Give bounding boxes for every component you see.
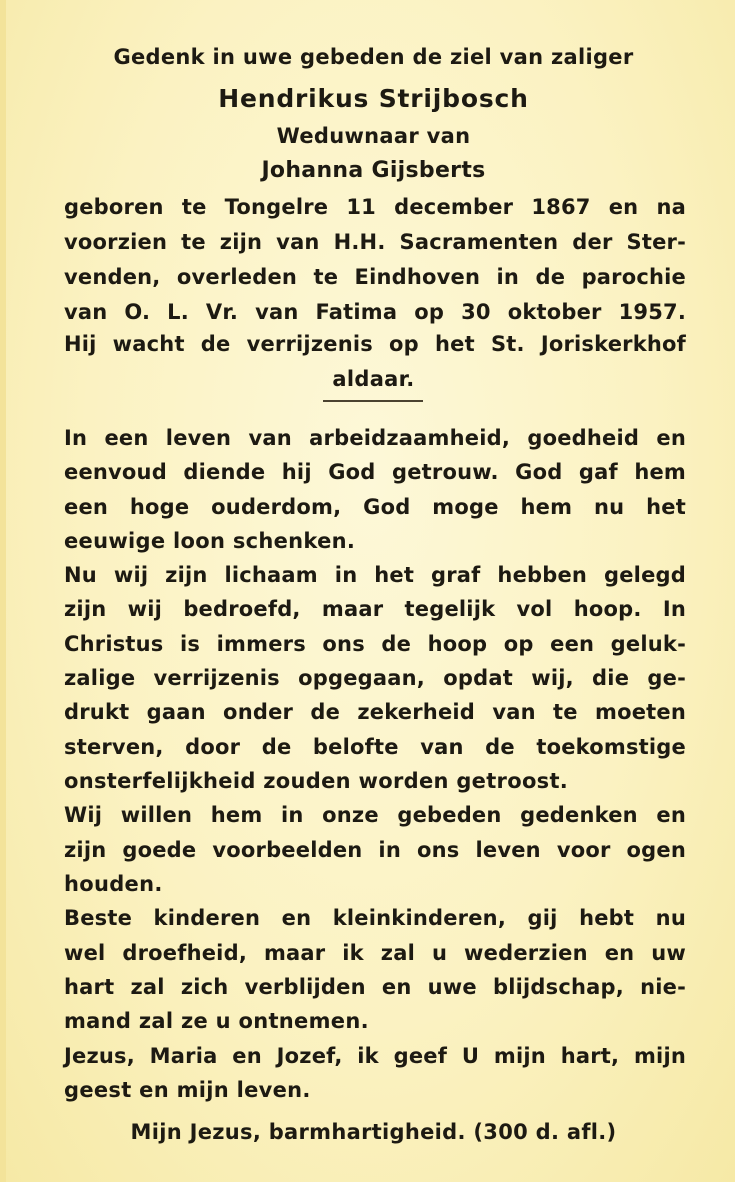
body-line: hart zal zich verblijden en uwe blijdschap, nie- bbox=[64, 975, 686, 999]
biography-line: Hij wacht de verrijzenis op het St. Joriskerkhof bbox=[64, 332, 686, 356]
body-line: zijn wij bedroefd, maar tegelijk vol hoop. In bbox=[64, 597, 686, 621]
body-line: wel droefheid, maar ik zal u wederzien en uw bbox=[64, 941, 686, 965]
body-line: houden. bbox=[64, 872, 163, 896]
closing-prayer: Mijn Jezus, barmhartigheid. (300 d. afl.) bbox=[130, 1120, 617, 1144]
biography-line: geboren te Tongelre 11 december 1867 en na bbox=[64, 195, 686, 219]
spouse-name: Johanna Gijsberts bbox=[261, 158, 486, 183]
biography-line: voorzien te zijn van H.H. Sacramenten der Ster- bbox=[64, 230, 686, 254]
body-line: eenvoud diende hij God getrouw. God gaf hem bbox=[64, 460, 686, 484]
body-line: mand zal ze u ontnemen. bbox=[64, 1009, 369, 1033]
body-line: sterven, door de belofte van de toekomstige bbox=[64, 735, 686, 759]
body-line: Jezus, Maria en Jozef, ik geef U mijn hart, mijn bbox=[64, 1044, 686, 1068]
intro-line: Gedenk in uwe gebeden de ziel van zaliger bbox=[113, 45, 634, 69]
body-line: zalige verrijzenis opgegaan, opdat wij, die ge- bbox=[64, 666, 686, 690]
body-line: onsterfelijkheid zouden worden getroost. bbox=[64, 769, 569, 793]
body-line: Christus is immers ons de hoop op een geluk- bbox=[64, 632, 686, 656]
biography-line: venden, overleden te Eindhoven in de parochie bbox=[64, 265, 686, 289]
body-line: Nu wij zijn lichaam in het graf hebben gelegd bbox=[64, 563, 686, 587]
body-line: eeuwige loon schenken. bbox=[64, 529, 356, 553]
body-line: Wij willen hem in onze gebeden gedenken en bbox=[64, 803, 686, 827]
biography-last-line: aldaar. bbox=[332, 367, 415, 391]
biography-line: van O. L. Vr. van Fatima op 30 oktober 1957. bbox=[64, 300, 686, 324]
body-line: een hoge ouderdom, God moge hem nu het bbox=[64, 495, 686, 519]
divider bbox=[323, 400, 423, 402]
relation-line: Weduwnaar van bbox=[276, 124, 471, 148]
deceased-name: Hendrikus Strijbosch bbox=[218, 84, 529, 113]
body-line: In een leven van arbeidzaamheid, goedheid en bbox=[64, 426, 686, 450]
body-line: Beste kinderen en kleinkinderen, gij hebt nu bbox=[64, 906, 686, 930]
body-line: drukt gaan onder de zekerheid van te moeten bbox=[64, 700, 686, 724]
body-line: zijn goede voorbeelden in ons leven voor ogen bbox=[64, 838, 686, 862]
body-line: geest en mijn leven. bbox=[64, 1078, 311, 1102]
